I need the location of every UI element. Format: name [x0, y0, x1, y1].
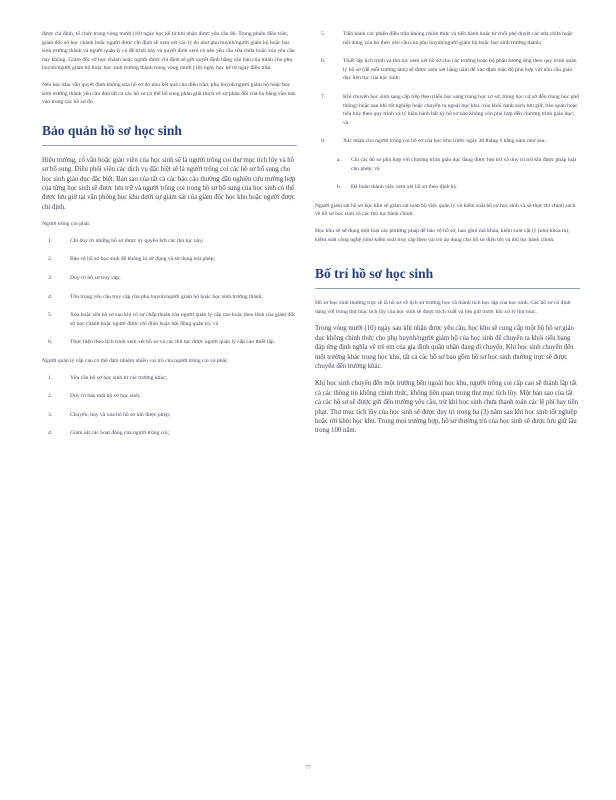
left-column — [42, 30, 297, 448]
senior-manager-duties-list-continued — [315, 30, 580, 146]
page-number: 77 — [305, 765, 311, 771]
paragraph-senior-manager: Người quản lý cấp cao có thể đảm nhiệm nhiều vai trò của người trông coi và phải: — [42, 357, 229, 364]
list-item: 6. Thực hiện theo lịch trình xem xét hồ sơ và các thủ tục được người quản lý cấp cao thiết lập. — [48, 339, 276, 346]
list-item: 7. Khi chuyển học sinh sang cấp tiếp theo (tiểu học sang trung học cơ sở, trung học cơ sở đến trung học phổ thông) hoặc sau khi tốt nghiệp hoặc chuyển ra ngoài học khu, xóa khỏi danh sách lưu giữ, bảo quản hoặc tiêu hủy theo quy trình và lý hiện hành bất kỳ hồ sơ nào không còn phù hợp đến chương trình giáo dục; và — [321, 93, 579, 126]
list-item: 8. Xác nhận cho người trông coi hồ sơ của học khu trước ngày 30 tháng 6 hằng năm như sau: — [321, 138, 546, 145]
paragraph-objection: Nếu học khu vẫn quyết định không sửa hồ sơ do nhu kết quả của điều trần, phụ huynh/người giám hộ hoặc học sinh trưởng thành yêu cầu đưa tất cả các hồ sơ có thể bổ sung phản giải thích về sự phản đối của họ bằng văn bản vào trong các hồ sơ đó. — [42, 81, 296, 106]
list-item: 2. Duy trì bảo mật hồ sơ học sinh; — [48, 393, 141, 400]
paragraph-district-supervisor: Người giám sát hồ sơ học khu sẽ giám sát toàn bộ việc quản lý và kiểm soát hồ sơ học sinh và sẽ thực thi chính sách về hồ sơ học sinh và các thủ tục hành chính. — [315, 202, 576, 218]
paragraph-protection-methods: Học khu sẽ sử dụng một loại các phương pháp để bảo vệ hồ sơ, bao gồm mã khóa, kiểm soát vật lý (như khóa tủ), kiểm soát công nghệ (như kiểm soát truy cập theo vai trò áp dụng cho hồ sơ điện tử) và thủ tục hành chính. — [315, 227, 570, 243]
list-item: b. Đã hoàn thành việc xem xét hồ sơ theo định kỳ. — [337, 184, 458, 191]
list-item: 3. Chuyển, hủy và xóa bỏ hồ sơ khi được phép; — [48, 411, 171, 418]
heading-record-custody: Bảo quản hồ sơ học sinh — [42, 122, 182, 138]
right-column — [315, 30, 580, 444]
heading-record-disposition: Bố trí hồ sơ học sinh — [315, 266, 434, 282]
list-item: 4. Tôn trọng yêu cầu truy cập của phụ huynh/người giám hộ hoặc học sinh trưởng thành; — [48, 293, 263, 300]
paragraph-transfer-outside: Khi học sinh chuyển đến một trường bên ngoài học khu, người trông coi cấp cao sẽ thành lập tất cả các thông tin không chính thức, không liên quan trong thư mục tích lũy. Một bản sao của tất cả các hồ sơ sẽ được gửi đến trường yêu cầu, trừ khi học sinh chưa thanh toán các lệ phí hay tiền phạt. Thư mục tích lũy của học sinh sẽ được duy trì trong ba (3) năm sau khi học sinh tốt nghiệp hoặc rời khỏi học khu. Trong mọi trường hợp, hồ sơ thường trú của học sinh sẽ được lưu giữ lâu trong 100 năm. — [315, 380, 579, 435]
list-item: 6. Thiết lập lịch trình và thủ tục xem xét hồ sơ cho các trường hoặc bộ phận tương ứng theo quy trình quản lý hồ sơ (để mỗi trường tâm) sẽ được xem xét hằng năm để xác định mặc độ phù hợp với nhu cầu giáo dục liên tục của học sinh; — [321, 58, 577, 82]
paragraph-hearing: được chỉ định, tổ chức trong vòng mười (10) ngày học kể từ khi nhận được yêu cầu đó. Trong phiên điều trần, giám đốc sở học chánh hoặc người được chỉ định sẽ xem xét các lý do như phụ huynh/người giám hộ hoặc học sinh trưởng thành và người quản lý có đề trình bày và quyết định xem có nên yêu cầu sửa chữa hoặc xóa yêu cầu hay không. Giám đốc sở học chánh hoặc người được chỉ định sẽ gửi quyết định bằng văn bản của mình cho phụ huynh/người giám hộ hoặc học sinh trưởng thành trong vòng mười (10) ngày học kể từ ngày điều trần. — [42, 31, 295, 72]
custodian-duties-list — [42, 237, 297, 347]
paragraph-custodian-duties: Người trông coi phải: — [42, 221, 91, 228]
list-item: 4. Giám sát các hoạt động của người trông coi; — [48, 430, 170, 437]
certification-sublist — [337, 156, 580, 192]
list-item: 3. Duy trì hồ sơ truy cập; — [48, 274, 121, 281]
senior-manager-duties-list — [42, 374, 297, 438]
list-item: 5. Tiến hành các phiên điều trần không chính thức và tiến hành hoặc từ chối phê duyệt các sửa chữa hoặc nội dung xóa bỏ theo yêu cầu của phụ huynh/người giám hộ hoặc học sinh trưởng thành; — [321, 31, 573, 46]
list-item: a. Chi các hồ sơ phù hợp với chương trình giáo dục đang được lưu trữ và duy trì trừ khi được pháp luật cho phép; và — [337, 156, 577, 172]
list-item: 1. Chỉ duy trì những hồ sơ được ủy quyền bởi các thủ tục này; — [48, 237, 204, 244]
list-item: 5. Xóa hoặc sửa hồ sơ sau khi có sự chấp thuận của người quản lý cấp cao hoặc theo lệnh của giám đốc sở học chánh hoặc người được chỉ định hoặc hội đồng quản trị; và — [48, 312, 296, 327]
heading-divider — [315, 288, 580, 289]
heading-divider — [42, 145, 297, 146]
list-item: 2. Bảo vệ hồ sơ học sinh để không bị sử dụng và sử dụng trái phép; — [48, 256, 215, 263]
list-item: 1. Yêu cầu hồ sơ học sinh từ các trường khác; — [48, 374, 167, 381]
paragraph-permanent-record: Hồ sơ học sinh thường trực sẽ là hồ sơ về lịch sử trường học và thành tích học tập của học sinh. Các hồ sơ có định dạng với trong thư mục tích lũy của học sinh sẽ được trích xuất và lưu giữ trước khi xử lý thư mục. — [315, 300, 571, 315]
paragraph-transfer-within: Trong vòng mười (10) ngày sau khi nhận được yêu cầu, học khu sẽ cung cấp một bộ hồ sơ giáo dục không chính thức cho phụ huynh/người giám hộ của học sinh để chuyển ra khỏi tiểu bang đáp ứng định nghĩa về trẻ em của gia đình quân nhân đang di chuyển. Khi học sinh chuyển đến một trường khác trong học khu, tất cả các hồ sơ bao gồm hồ sơ học sinh thường trực sẽ được chuyển đến trường khác. — [315, 325, 574, 370]
paragraph-custodian: Hiệu trưởng, cố vấn hoặc giáo viên của học sinh sẽ là người trông coi thư mục tích lũy và hồ sơ bổ sung. Điều phối viên các dịch vụ đặc biệt sẽ là người trông coi các hồ sơ bổ sung cho học sinh giáo dục đặc biệt. Bản sao của tất cả các báo cáo thường dẫn nghiên cứu trường hợp của từng học sinh sẽ được lưu trữ và người trông coi trong hồ sơ bổ sung của học sinh có thể được lưu giữ tại văn phòng học khu dưới sự giám sát của giám đốc học khu hoặc người được chỉ định. — [42, 156, 296, 211]
